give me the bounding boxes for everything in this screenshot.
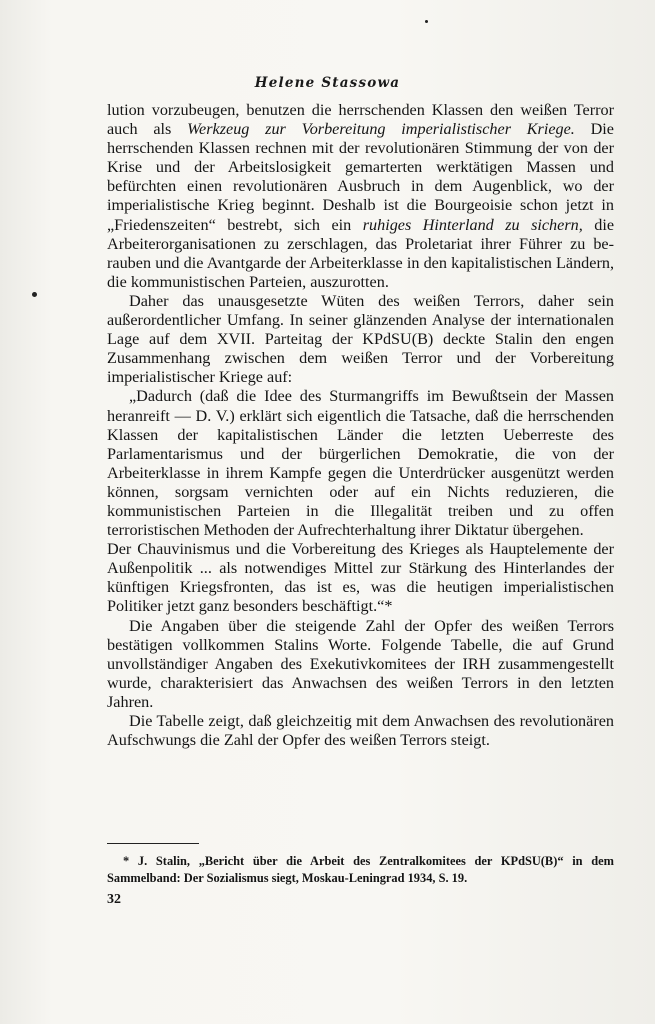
page-number: 32 <box>107 892 121 907</box>
body-paragraph <box>107 387 614 540</box>
paragraph-text: Der Chauvinismus und die Vorbereitung des Krieges als Hauptelemente der Außenpolitik ... als notwendiges Mittel zur Stärkung des Hinterlandes der künftigen Kriegsfronten, das ist es, was die heutigen imperialistischen Politiker jetzt ganz besonders beschäftigt.“* <box>107 540 614 616</box>
body-text <box>107 101 614 750</box>
footnote <box>107 853 614 887</box>
body-paragraph <box>107 540 614 616</box>
running-head: Helene Stassowa <box>254 75 401 91</box>
body-paragraph <box>107 292 614 387</box>
emphasized-text: ruhiges Hinterland zu sichern, <box>362 215 583 234</box>
paragraph-text: Die Tabelle zeigt, daß gleichzeitig mit dem Anwachsen des revolutionären Aufschwungs die Zahl der Opfer des weißen Terrors steigt. <box>107 712 614 750</box>
paragraph-text: Daher das unausgesetzte Wüten des weißen Terrors, daher sein außerordentlicher Umfang. In seiner glänzenden Analyse der internationalen Lage auf dem XVII. Parteitag der KPdSU(B) deckte Stalin den engen Zusammenhang zwischen dem weißen Terror und der Vorbereitung imperialistischer Kriege auf: <box>107 291 614 387</box>
paragraph-text: Die Angaben über die steigende Zahl der Opfer des weißen Terrors bestätigen vollkommen Stalins Worte. Folgende Tabelle, die auf Grund unvollständiger Angaben des Exekutivkomitees der IRH zusammengestellt wurde, charakterisiert das Anwachsen des weißen Terrors in den letzten Jahren. <box>107 616 614 711</box>
footnote-rule <box>107 843 199 844</box>
paragraph-text: lution vorzubeugen, benutzen die herrschenden Klassen den weißen Terror auch als <box>107 101 614 139</box>
body-paragraph <box>107 712 614 750</box>
footnote-text: * J. Stalin, „Bericht über die Arbeit des Zentralkomitees der KPdSU(B)“ in dem Sammelband: Der Sozialismus siegt, Moskau-Leningrad 1934, S. 19. <box>107 854 614 885</box>
paragraph-text: Die herrschenden Klassen rechnen mit der revolutionären Stimmung der von der Krise und der Arbeitslosigkeit gemarterten werktätigen Massen und befürchten einen revolutionären Ausbruch in dem Augenblick, wo der imperialistische Krieg beginnt. Deshalb ist die Bourgeoisie schon jetzt in „Friedenszeiten“ bestrebt, sich ein <box>107 120 614 234</box>
margin-speck <box>32 292 37 297</box>
body-paragraph <box>107 101 614 292</box>
paragraph-text: die Arbeiterorganisationen zu zerschlagen, das Proletariat ihrer Führer zu berauben und die Avantgarde der Arbeiterklasse in den kapitalistischen Ländern, die kommunistischen Parteien, auszurotten. <box>107 215 615 291</box>
paragraph-text: „Dadurch (daß die Idee des Sturmangriffs im Bewußtsein der Massen heranreift — D. V.) erklärt sich eigentlich die Tatsache, daß die herrschenden Klassen der kapitalistischen Länder die letzten Ueberreste des Parlamentarismus und der bürgerlichen Demokratie, die von der Arbeiterklasse in ihrem Kampfe gegen die Unterdrücker ausgenützt werden können, sorgsam vernichten oder auf ein Nichts reduzieren, die kommunistischen Parteien in die Illegalität treiben und zu offen terroristischen Methoden der Aufrechterhaltung ihrer Diktatur übergehen. <box>107 387 614 540</box>
margin-speck <box>425 20 428 23</box>
emphasized-text: Werkzeug zur Vorbereitung imperialistischer Kriege. <box>187 120 575 139</box>
body-paragraph <box>107 617 614 712</box>
